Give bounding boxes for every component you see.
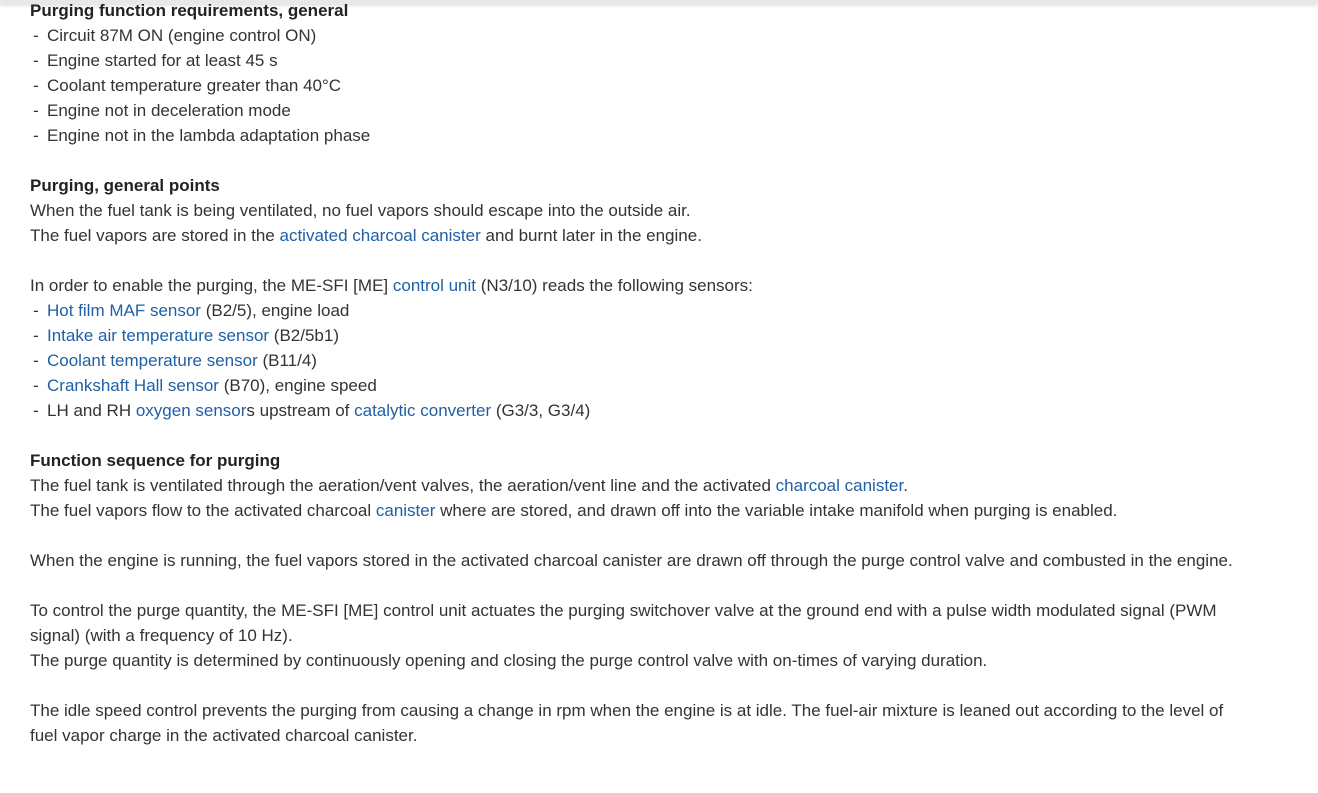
spacer [30, 423, 1250, 448]
paragraph-tank-ventilated: The fuel tank is ventilated through the aeration/vent valves, the aeration/vent line and the activated charcoal canister. [30, 476, 908, 495]
heading-purging-requirements: Purging function requirements, general [30, 1, 349, 20]
list-item: - Hot film MAF sensor (B2/5), engine load [30, 298, 1250, 323]
paragraph-ventilation: When the fuel tank is being ventilated, no fuel vapors should escape into the outside air. [30, 201, 691, 220]
link-coolant-temperature-sensor[interactable]: Coolant temperature sensor [47, 351, 258, 370]
spacer [30, 573, 1250, 598]
bullet-dash: - [33, 101, 39, 120]
list-item: - Circuit 87M ON (engine control ON) [30, 23, 1250, 48]
bullet-dash: - [33, 376, 39, 395]
list-item: - Intake air temperature sensor (B2/5b1) [30, 323, 1250, 348]
bullet-dash: - [33, 51, 39, 70]
paragraph-engine-running: When the engine is running, the fuel vapors stored in the activated charcoal canister are drawn off through the purge control valve and combusted in the engine. [30, 551, 1233, 570]
list-item: - Engine not in the lambda adaptation phase [30, 123, 1250, 148]
link-hot-film-maf-sensor[interactable]: Hot film MAF sensor [47, 301, 201, 320]
list-item: - Engine not in deceleration mode [30, 98, 1250, 123]
bullet-dash: - [33, 126, 39, 145]
list-item: - Coolant temperature greater than 40°C [30, 73, 1250, 98]
spacer [30, 673, 1250, 698]
link-catalytic-converter[interactable]: catalytic converter [354, 401, 492, 420]
list-item: - LH and RH oxygen sensors upstream of catalytic converter (G3/3, G3/4) [30, 398, 1250, 423]
link-activated-charcoal-canister[interactable]: activated charcoal canister [279, 226, 481, 245]
paragraph-purge-quantity: The purge quantity is determined by continuously opening and closing the purge control valve with on-times of varying duration. [30, 651, 988, 670]
paragraph-purge-control: To control the purge quantity, the ME-SFI [ME] control unit actuates the purging switchover valve at the ground end with a pulse width modulated signal (PWM signal) (with a frequency of 10 Hz). [30, 601, 1217, 645]
document-content [30, 0, 1250, 748]
spacer [30, 248, 1250, 273]
link-intake-air-temperature-sensor[interactable]: Intake air temperature sensor [47, 326, 270, 345]
paragraph-vapors-flow: The fuel vapors flow to the activated charcoal canister where are stored, and drawn off into the variable intake manifold when purging is enabled. [30, 501, 1118, 520]
list-item: - Coolant temperature sensor (B11/4) [30, 348, 1250, 373]
spacer [30, 148, 1250, 173]
link-charcoal-canister[interactable]: charcoal canister [775, 476, 904, 495]
link-canister[interactable]: canister [375, 501, 436, 520]
heading-function-sequence: Function sequence for purging [30, 451, 281, 470]
link-control-unit[interactable]: control unit [392, 276, 477, 295]
bullet-dash: - [33, 401, 39, 420]
bullet-dash: - [33, 26, 39, 45]
heading-purging-general-points: Purging, general points [30, 176, 220, 195]
paragraph-idle-speed-control: The idle speed control prevents the purging from causing a change in rpm when the engine is at idle. The fuel-air mixture is leaned out according to the level of fuel vapor charge in the activated charcoal canister. [30, 701, 1224, 745]
paragraph-vapors-stored: The fuel vapors are stored in the activated charcoal canister and burnt later in the engine. [30, 226, 702, 245]
bullet-dash: - [33, 351, 39, 370]
bullet-dash: - [33, 326, 39, 345]
bullet-dash: - [33, 76, 39, 95]
paragraph-sensors-intro: In order to enable the purging, the ME-SFI [ME] control unit (N3/10) reads the following sensors: [30, 276, 753, 295]
link-oxygen-sensor[interactable]: oxygen sensor [135, 401, 247, 420]
bullet-dash: - [33, 301, 39, 320]
link-crankshaft-hall-sensor[interactable]: Crankshaft Hall sensor [47, 376, 219, 395]
sensors-list [30, 298, 1250, 423]
list-item: - Crankshaft Hall sensor (B70), engine speed [30, 373, 1250, 398]
requirements-list [30, 23, 1250, 148]
spacer [30, 523, 1250, 548]
list-item: - Engine started for at least 45 s [30, 48, 1250, 73]
